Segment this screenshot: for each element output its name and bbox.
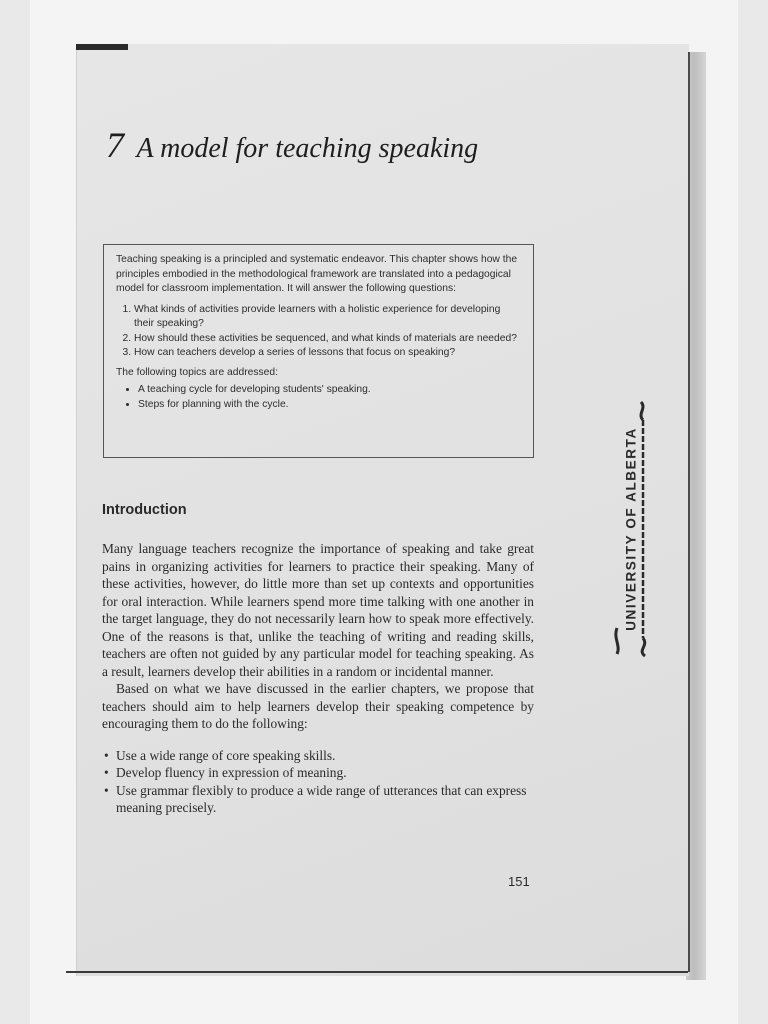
overview-intro: Teaching speaking is a principled and systematic endeavor. This chapter shows how the principles embodied in the methodological framework are translated into a pedagogical model for classroom implementation. It will answer the following questions: bbox=[116, 254, 518, 294]
library-stamp bbox=[611, 398, 651, 660]
overview-question: 2. How should these activities be sequenced, and what kinds of materials are needed? bbox=[134, 332, 523, 347]
chapter-title-text: A model for teaching speaking bbox=[136, 133, 479, 164]
introduction-bullet: • Use a wide range of core speaking skills. bbox=[116, 747, 534, 765]
page-right-border bbox=[688, 52, 690, 972]
section-heading-introduction: Introduction bbox=[102, 502, 187, 518]
overview-topic: • A teaching cycle for developing students' speaking. bbox=[138, 383, 523, 398]
introduction-paragraph-2: Based on what we have discussed in the earlier chapters, we propose that teachers should aim to help learners develop their speaking competence by encouraging them to do the following: bbox=[102, 681, 534, 731]
introduction-bullet: • Use grammar flexibly to produce a wide range of utterances that can express meaning precisely. bbox=[116, 782, 534, 817]
page-corner-mark bbox=[76, 44, 128, 50]
introduction-bullet: • Develop fluency in expression of meaning. bbox=[116, 764, 534, 782]
page-number: 151 bbox=[508, 874, 530, 889]
page-bottom-border bbox=[66, 971, 688, 973]
overview-topic: • Steps for planning with the cycle. bbox=[138, 398, 523, 413]
overview-topics-label: The following topics are addressed: bbox=[116, 366, 278, 378]
chapter-number: 7 bbox=[106, 125, 124, 165]
introduction-bullet-list bbox=[102, 747, 534, 817]
overview-topics bbox=[116, 383, 523, 412]
introduction-paragraph-1: Many language teachers recognize the importance of speaking and take great pains in organizing activities for learners to practice their speaking. Many of these activities, however, do little more than set up contexts and opportunities for oral interaction. While learners spend more time talking with one another in the target language, they do not necessarily learn how to speak more effectively. One of the reasons is that, unlike the teaching of writing and reading skills, teachers are often not guided by any particular model for teaching speaking. As a result, learners develop their abilities in a random or incidental manner. bbox=[102, 541, 534, 679]
overview-questions bbox=[116, 303, 523, 361]
overview-question: 3. How can teachers develop a series of lessons that focus on speaking? bbox=[134, 346, 523, 361]
introduction-body bbox=[102, 540, 534, 817]
chapter-overview-box bbox=[103, 244, 534, 458]
overview-question: 1. What kinds of activities provide learners with a holistic experience for developing their speaking? bbox=[134, 303, 523, 332]
chapter-title bbox=[106, 124, 478, 166]
stamp-text: UNIVERSITY OF ALBERTA bbox=[623, 427, 639, 631]
